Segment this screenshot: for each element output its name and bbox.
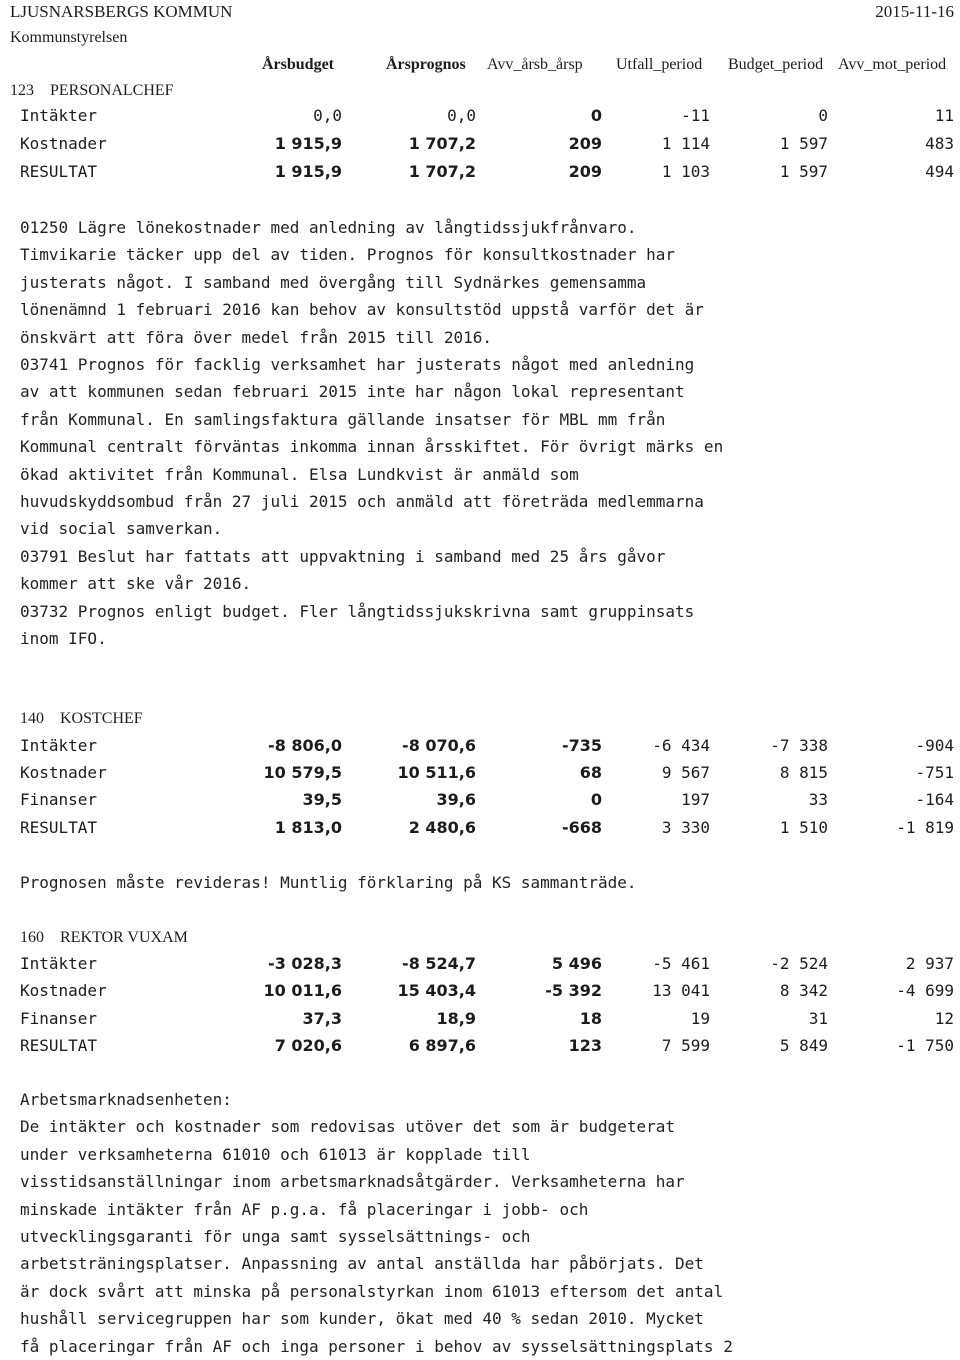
- table-row: [0, 954, 960, 978]
- cell-utfall: 1 114: [661, 134, 710, 153]
- cell-budget-period: 31: [808, 1009, 828, 1028]
- comment-line: lönenämnd 1 februari 2016 kan behov av konsultstöd uppstå varför det är: [20, 300, 704, 320]
- section-code: 123: [10, 82, 34, 99]
- comment-line: De intäkter och kostnader som redovisas utöver det som är budgeterat: [20, 1117, 676, 1137]
- cell-arsprognos: -8 524,7: [402, 954, 476, 973]
- cell-utfall: 3 330: [661, 818, 710, 837]
- cell-avv-period: 11: [934, 106, 954, 125]
- table-row: [0, 736, 960, 760]
- cell-utfall: -5 461: [652, 954, 710, 973]
- section-name: REKTOR VUXAM: [60, 929, 188, 946]
- cell-arsbudget: 10 579,5: [263, 763, 342, 782]
- col-budget-period: Budget_period: [728, 56, 824, 73]
- cell-budget-period: 0: [818, 106, 828, 125]
- comment-line: 03791 Beslut har fattats att uppvaktning i samband med 25 års gåvor: [20, 546, 666, 566]
- cell-avv-arsb: 0: [590, 106, 602, 125]
- cell-arsbudget: 1 915,9: [274, 134, 342, 153]
- comment-line: Timvikarie täcker upp del av tiden. Prognos för konsultkostnader har: [20, 245, 676, 265]
- cell-avv-period: 12: [934, 1009, 954, 1028]
- cell-utfall: 13 041: [652, 981, 710, 1000]
- cell-utfall: 1 103: [661, 162, 710, 181]
- table-row: [0, 763, 960, 787]
- col-avv-mot-period: Avv_mot_period: [838, 56, 947, 73]
- cell-utfall: -6 434: [652, 736, 710, 755]
- col-arsprognos: Årsprognos: [386, 56, 466, 73]
- comment-line: kommer att ske vår 2016.: [20, 574, 252, 594]
- cell-utfall: 19: [690, 1009, 710, 1028]
- cell-budget-period: 1 597: [779, 162, 828, 181]
- table-row: [0, 134, 960, 158]
- section-code: 140: [20, 710, 44, 727]
- cell-avv-period: -904: [915, 736, 954, 755]
- cell-avv-arsb: 209: [568, 134, 602, 153]
- row-label: Kostnader: [20, 134, 107, 153]
- cell-arsbudget: 39,5: [302, 790, 342, 809]
- cell-avv-period: -751: [915, 763, 954, 782]
- comment-line: 03741 Prognos för facklig verksamhet har justerats något med anledning: [20, 355, 695, 375]
- table-row: [0, 162, 960, 186]
- row-label: Finanser: [20, 790, 98, 809]
- cell-avv-arsb: -668: [561, 818, 602, 837]
- cell-avv-period: -1 819: [896, 818, 954, 837]
- section-name: PERSONALCHEF: [50, 82, 174, 99]
- cell-avv-period: 494: [925, 162, 954, 181]
- comment-line: justerats något. I samband med övergång till Sydnärkes gemensamma: [20, 272, 647, 292]
- row-label: RESULTAT: [20, 818, 98, 837]
- table-row: [0, 790, 960, 814]
- cell-avv-period: -4 699: [896, 981, 954, 1000]
- section-title: [10, 82, 174, 100]
- comment-line: hushåll servicegruppen har som kunder, ökat med 40 % sedan 2010. Mycket: [20, 1309, 704, 1329]
- comment-line: ökad aktivitet från Kommunal. Elsa Lundkvist är anmäld som: [20, 464, 579, 484]
- cell-arsprognos: -8 070,6: [402, 736, 476, 755]
- cell-arsprognos: 6 897,6: [408, 1036, 476, 1055]
- table-row: [0, 818, 960, 842]
- municipality-name: LJUSNARSBERGS KOMMUN: [10, 2, 233, 21]
- col-arsbudget: Årsbudget: [262, 56, 335, 73]
- comment-line: från Kommunal. En samlingsfaktura gällande insatser för MBL mm från: [20, 409, 666, 429]
- cell-utfall: -11: [681, 106, 710, 125]
- cell-arsprognos: 2 480,6: [408, 818, 476, 837]
- cell-budget-period: 33: [808, 790, 828, 809]
- comment-line: 03732 Prognos enligt budget. Fler långtidssjukskrivna samt gruppinsats: [20, 601, 695, 621]
- comment-line: 01250 Lägre lönekostnader med anledning av långtidssjukfrånvaro.: [20, 218, 637, 237]
- comment-line: vid social samverkan.: [20, 519, 223, 539]
- cell-avv-arsb: 123: [568, 1036, 602, 1055]
- comment-line: av att kommunen sedan februari 2015 inte har någon lokal representant: [20, 382, 685, 402]
- cell-avv-arsb: 18: [579, 1009, 602, 1028]
- table-row: [0, 106, 960, 130]
- cell-utfall: 7 599: [661, 1036, 710, 1055]
- cell-arsprognos: 1 707,2: [408, 134, 476, 153]
- col-avv-arsb-arsp: Avv_årsb_årsp: [487, 56, 583, 73]
- row-label: RESULTAT: [20, 1036, 98, 1055]
- comment-line: arbetsträningsplatser. Anpassning av antal anställda har påbörjats. Det: [20, 1254, 704, 1274]
- row-label: Kostnader: [20, 981, 107, 1000]
- row-label: RESULTAT: [20, 162, 98, 181]
- section-name: KOSTCHEF: [60, 710, 143, 727]
- comment-line: visstidsanställningar inom arbetsmarknadsåtgärder. Verksamheterna har: [20, 1172, 685, 1192]
- cell-arsprognos: 18,9: [436, 1009, 476, 1028]
- cell-arsbudget: -8 806,0: [268, 736, 342, 755]
- comment-line: Prognosen måste revideras! Muntlig förklaring på KS sammanträde.: [20, 873, 637, 892]
- col-utfall-period: Utfall_period: [616, 56, 703, 73]
- section-comment: [20, 1086, 950, 1360]
- cell-budget-period: 5 849: [779, 1036, 828, 1055]
- cell-budget-period: -2 524: [770, 954, 828, 973]
- report-date: 2015-11-16: [875, 2, 954, 21]
- section-comment: [20, 869, 950, 896]
- comment-line: minskade intäkter från AF p.g.a. få placeringar i jobb- och: [20, 1199, 589, 1219]
- comment-line: få placeringar från AF och inga personer i behov av sysselsättningsplats 2: [20, 1336, 733, 1356]
- table-row: [0, 1009, 960, 1033]
- section-title: [20, 710, 143, 728]
- cell-arsprognos: 39,6: [436, 790, 476, 809]
- cell-budget-period: 8 815: [779, 763, 828, 782]
- cell-avv-arsb: -735: [561, 736, 602, 755]
- cell-avv-arsb: -5 392: [545, 981, 602, 1000]
- cell-avv-period: 483: [925, 134, 954, 153]
- cell-arsbudget: 10 011,6: [263, 981, 342, 1000]
- cell-arsbudget: 1 813,0: [274, 818, 342, 837]
- comment-line: är dock svårt att minska på personalstyrkan inom 61013 eftersom det antal: [20, 1281, 724, 1301]
- column-headers: [0, 56, 960, 76]
- comment-line: utvecklingsgaranti för unga samt sysselsättnings- och: [20, 1227, 531, 1247]
- cell-avv-arsb: 68: [579, 763, 602, 782]
- cell-budget-period: 8 342: [779, 981, 828, 1000]
- section-comment: [20, 214, 950, 653]
- comment-line: under verksamheterna 61010 och 61013 är kopplade till: [20, 1144, 531, 1164]
- row-label: Intäkter: [20, 954, 98, 973]
- section-title: [20, 929, 188, 947]
- cell-arsprognos: 10 511,6: [397, 763, 476, 782]
- cell-budget-period: 1 510: [779, 818, 828, 837]
- cell-avv-period: -164: [915, 790, 954, 809]
- row-label: Kostnader: [20, 763, 107, 782]
- comment-line: Arbetsmarknadsenheten:: [20, 1090, 232, 1109]
- row-label: Finanser: [20, 1009, 98, 1028]
- cell-arsbudget: 7 020,6: [274, 1036, 342, 1055]
- cell-arsbudget: 0,0: [313, 106, 342, 125]
- cell-arsprognos: 1 707,2: [408, 162, 476, 181]
- cell-avv-arsb: 5 496: [551, 954, 602, 973]
- table-row: [0, 981, 960, 1005]
- board-name: Kommunstyrelsen: [10, 29, 128, 46]
- cell-budget-period: -7 338: [770, 736, 828, 755]
- cell-arsbudget: 1 915,9: [274, 162, 342, 181]
- section-code: 160: [20, 929, 44, 946]
- cell-utfall: 9 567: [661, 763, 710, 782]
- comment-line: Kommunal centralt förväntas inkomma innan årsskiftet. För övrigt märks en: [20, 437, 724, 457]
- cell-arsprognos: 0,0: [447, 106, 476, 125]
- row-label: Intäkter: [20, 736, 98, 755]
- cell-avv-arsb: 209: [568, 162, 602, 181]
- cell-utfall: 197: [681, 790, 710, 809]
- comment-line: huvudskyddsombud från 27 juli 2015 och anmäld att företräda medlemmarna: [20, 492, 704, 512]
- comment-line: inom IFO.: [20, 629, 107, 649]
- row-label: Intäkter: [20, 106, 98, 125]
- cell-arsbudget: -3 028,3: [268, 954, 342, 973]
- cell-arsprognos: 15 403,4: [397, 981, 476, 1000]
- cell-avv-period: -1 750: [896, 1036, 954, 1055]
- cell-budget-period: 1 597: [779, 134, 828, 153]
- cell-arsbudget: 37,3: [302, 1009, 342, 1028]
- cell-avv-arsb: 0: [590, 790, 602, 809]
- cell-avv-period: 2 937: [905, 954, 954, 973]
- table-row: [0, 1036, 960, 1060]
- comment-line: önskvärt att föra över medel från 2015 till 2016.: [20, 327, 493, 347]
